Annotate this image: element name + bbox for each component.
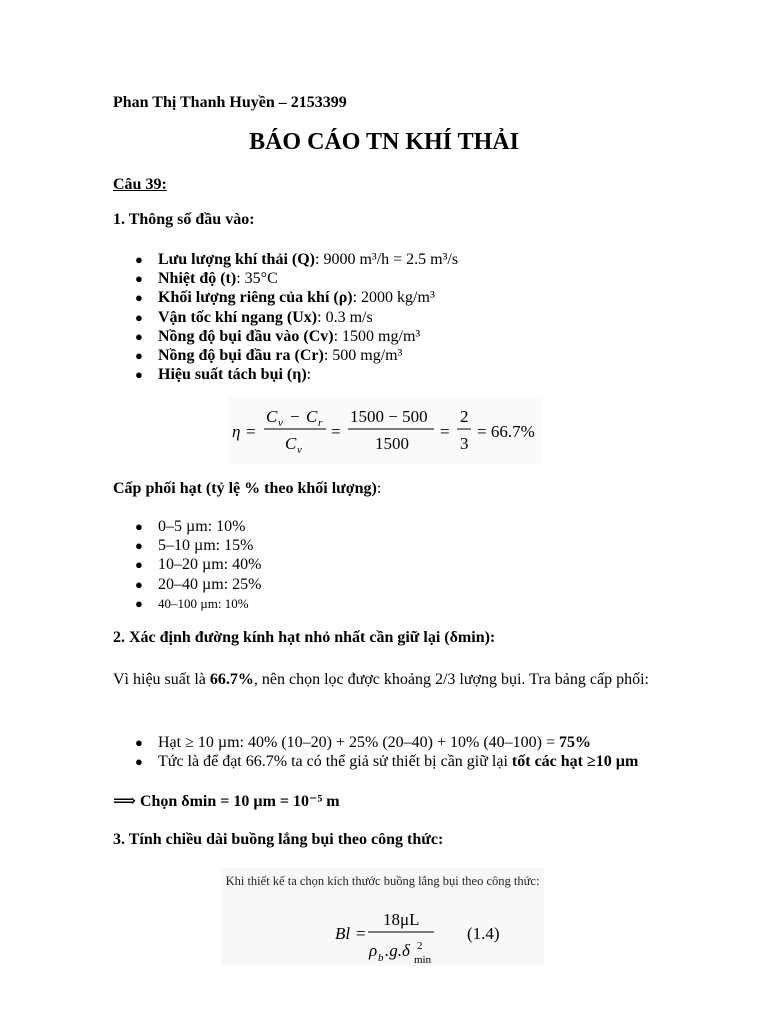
bullet-icon: ● — [135, 595, 143, 611]
delta-min-conclusion: ⟹ Chọn δmin = 10 µm = 10⁻⁵ m — [113, 793, 340, 810]
list-item: ● Hiệu suất tách bụi (η): — [135, 366, 312, 384]
bullet-icon: ● — [135, 735, 143, 750]
section2-heading: 2. Xác định đường kính hạt nhỏ nhất cần giữ lại (δmin): — [113, 629, 496, 646]
list-item: ● Nhiệt độ (t): 35°C — [135, 270, 278, 288]
bullet-icon: ● — [135, 271, 143, 287]
svg-text:min: min — [414, 954, 432, 966]
bullet-icon: ● — [135, 328, 143, 344]
list-item: ● Vận tốc khí ngang (Ux): 0.3 m/s — [135, 308, 373, 326]
bullet-icon: ● — [135, 557, 143, 573]
bullet-icon: ● — [135, 290, 143, 306]
settling-chamber-formula-svg — [221, 868, 544, 966]
list-item: ● 5–10 µm: 15% — [135, 537, 254, 555]
section2-bullets — [113, 733, 638, 771]
svg-text:b: b — [378, 952, 384, 964]
list-item: ● 0–5 µm: 10% — [135, 518, 246, 535]
settling-chamber-formula-image — [221, 868, 544, 966]
svg-text:C: C — [285, 434, 297, 453]
svg-text:v: v — [278, 417, 283, 429]
bullet-icon: ● — [135, 519, 143, 534]
list-item: ● Lưu lượng khí thải (Q): 9000 m³/h = 2.5 m³/s — [135, 251, 459, 268]
list-item: ● Tức là để đạt 66.7% ta có thể giả sử thiết bị cần giữ lại tốt các hạt ≥10 µm — [135, 753, 639, 771]
svg-text:C: C — [266, 407, 278, 426]
section1-heading: 1. Thông số đầu vào: — [113, 211, 255, 228]
list-item: ● 40–100 µm: 10% — [113, 594, 261, 613]
bullet-icon: ● — [135, 754, 143, 770]
author-line: Phan Thị Thanh Huyền – 2153399 — [113, 94, 347, 111]
list-item: ● Nồng độ bụi đầu ra (Cr): 500 mg/m³ — [135, 347, 403, 365]
svg-text:.g.δ: .g.δ — [385, 941, 410, 960]
efficiency-formula-svg — [228, 396, 543, 464]
svg-text:1500: 1500 — [375, 434, 409, 453]
list-item: ● 20–40 µm: 25% — [135, 575, 262, 593]
svg-text:r: r — [318, 417, 323, 429]
svg-text:C: C — [306, 407, 318, 426]
eta-symbol: η — [232, 422, 241, 441]
bullet-icon: ● — [135, 348, 143, 364]
list-item: ● 10–20 µm: 40% — [135, 556, 262, 574]
question-label: Câu 39: — [113, 176, 167, 193]
particle-gradation-list — [113, 517, 261, 613]
bullet-icon: ● — [135, 576, 143, 592]
bullet-icon: ● — [135, 367, 143, 383]
svg-text:2: 2 — [460, 407, 469, 426]
list-item: ● Hạt ≥ 10 µm: 40% (10–20) + 25% (20–40) + 10% (40–100) = 75% — [135, 734, 592, 751]
svg-text:(1.4): (1.4) — [467, 924, 500, 943]
svg-text:Bl: Bl — [335, 924, 351, 943]
bullet-icon: ● — [135, 538, 143, 554]
gradation-heading: Cấp phối hạt (tỷ lệ % theo khối lượng): — [113, 480, 382, 497]
section2-paragraph: Vì hiệu suất là 66.7%, nên chọn lọc được khoảng 2/3 lượng bụi. Tra bảng cấp phối: — [113, 671, 649, 688]
section3-heading: 3. Tính chiều dài buồng lắng bụi theo công thức: — [113, 831, 444, 848]
svg-text:=: = — [356, 924, 366, 943]
report-title: BÁO CÁO TN KHÍ THẢI — [249, 129, 519, 155]
input-parameters-list — [113, 250, 458, 384]
svg-text:ρ: ρ — [369, 941, 378, 960]
list-item: ● Khối lượng riêng của khí (ρ): 2000 kg/m³ — [135, 289, 435, 307]
svg-text:=: = — [331, 422, 341, 441]
svg-text:−: − — [290, 407, 300, 426]
svg-text:=: = — [440, 422, 450, 441]
list-item: ● Nồng độ bụi đầu vào (Cv): 1500 mg/m³ — [135, 327, 421, 345]
svg-text:1500 − 500: 1500 − 500 — [350, 407, 428, 426]
svg-text:= 66.7%: = 66.7% — [477, 422, 535, 441]
bullet-icon: ● — [135, 252, 143, 267]
svg-text:2: 2 — [417, 940, 423, 952]
formula-image-caption: Khi thiết kế ta chọn kích thước buồng lắng bụi theo công thức: — [225, 874, 540, 888]
svg-text:v: v — [297, 444, 302, 456]
svg-text:3: 3 — [460, 434, 469, 453]
svg-text:18μL: 18μL — [383, 910, 420, 929]
bullet-icon: ● — [135, 309, 143, 325]
svg-text:=: = — [246, 422, 256, 441]
efficiency-formula — [228, 396, 543, 464]
